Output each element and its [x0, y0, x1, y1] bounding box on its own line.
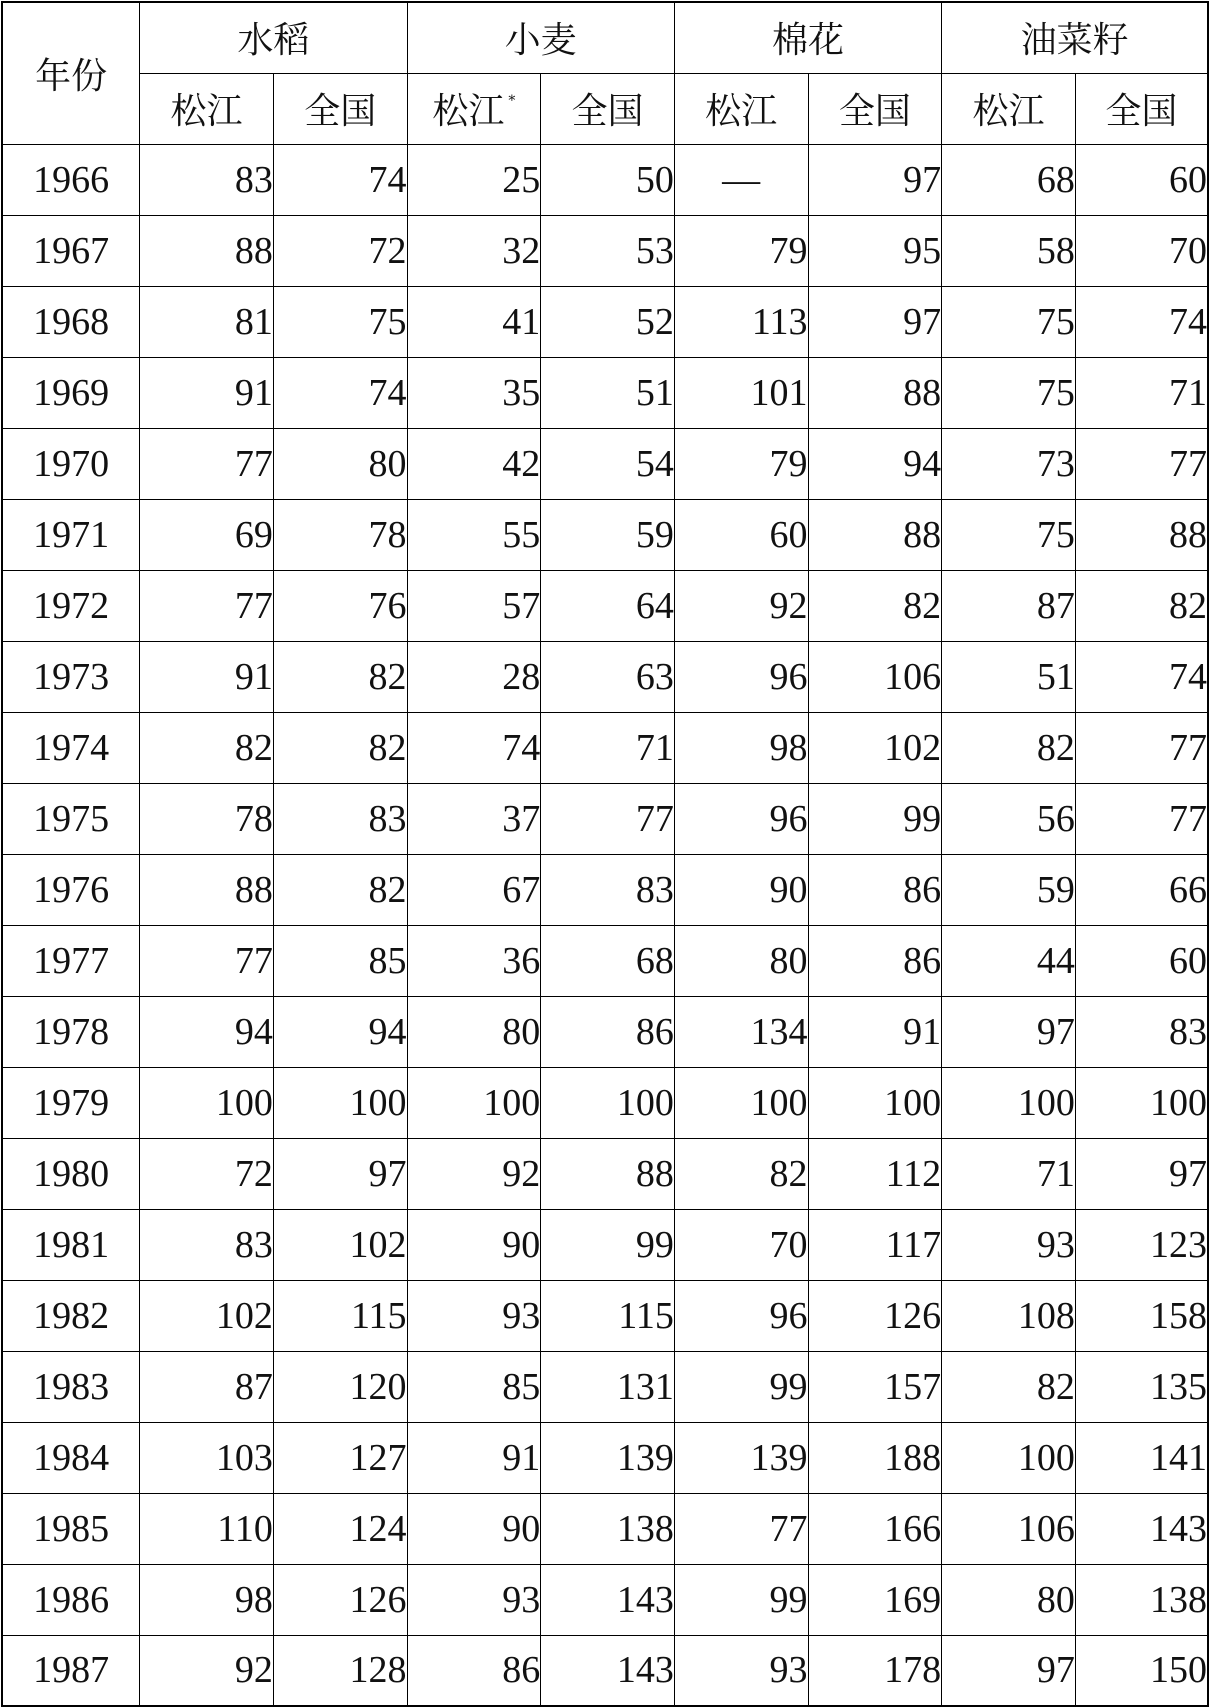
value-cell: 90 — [407, 1209, 541, 1280]
value-cell: 97 — [808, 286, 942, 357]
value-cell: 99 — [541, 1209, 675, 1280]
table-row — [2, 499, 1208, 570]
value-cell: 67 — [407, 854, 541, 925]
value-cell: 112 — [808, 1138, 942, 1209]
year-cell: 1968 — [2, 286, 140, 357]
value-cell: 74 — [1075, 286, 1208, 357]
value-cell: 87 — [140, 1351, 274, 1422]
table-row — [2, 1280, 1208, 1351]
value-cell: 88 — [140, 854, 274, 925]
year-cell: 1979 — [2, 1067, 140, 1138]
value-cell: 127 — [273, 1422, 407, 1493]
value-cell: 88 — [1075, 499, 1208, 570]
value-cell: 54 — [541, 428, 675, 499]
value-cell: 110 — [140, 1493, 274, 1564]
value-cell: 82 — [140, 712, 274, 783]
value-cell: 95 — [808, 215, 942, 286]
value-cell: 82 — [273, 712, 407, 783]
value-cell: 106 — [942, 1493, 1076, 1564]
value-cell: 36 — [407, 925, 541, 996]
value-cell: 97 — [1075, 1138, 1208, 1209]
value-cell: 100 — [541, 1067, 675, 1138]
value-cell: 77 — [541, 783, 675, 854]
value-cell: 78 — [140, 783, 274, 854]
value-cell: 32 — [407, 215, 541, 286]
value-cell: 35 — [407, 357, 541, 428]
value-cell: 82 — [942, 712, 1076, 783]
value-cell: 166 — [808, 1493, 942, 1564]
value-cell: 92 — [407, 1138, 541, 1209]
value-cell: 96 — [674, 1280, 808, 1351]
subheader-label: 松江 — [432, 91, 505, 132]
crop-index-table — [1, 1, 1209, 1707]
value-cell: 100 — [1075, 1067, 1208, 1138]
value-cell: 120 — [273, 1351, 407, 1422]
value-cell: 77 — [1075, 428, 1208, 499]
value-cell: 86 — [407, 1635, 541, 1706]
value-cell: 86 — [541, 996, 675, 1067]
value-cell: 74 — [273, 144, 407, 215]
table-row — [2, 286, 1208, 357]
table-row — [2, 925, 1208, 996]
value-cell: 60 — [1075, 144, 1208, 215]
value-cell: 76 — [273, 570, 407, 641]
value-cell: 91 — [407, 1422, 541, 1493]
subheader-songjiang: 松江 — [140, 73, 274, 144]
value-cell: 90 — [674, 854, 808, 925]
value-cell: 92 — [674, 570, 808, 641]
value-cell: 94 — [808, 428, 942, 499]
value-cell: 83 — [1075, 996, 1208, 1067]
value-cell: 77 — [674, 1493, 808, 1564]
value-cell: 126 — [808, 1280, 942, 1351]
value-cell: 85 — [273, 925, 407, 996]
value-cell: 60 — [674, 499, 808, 570]
table-row — [2, 1493, 1208, 1564]
value-cell: 88 — [140, 215, 274, 286]
year-cell: 1983 — [2, 1351, 140, 1422]
value-cell: 68 — [541, 925, 675, 996]
value-cell: 80 — [674, 925, 808, 996]
value-cell: 139 — [674, 1422, 808, 1493]
value-cell: 98 — [674, 712, 808, 783]
value-cell: 102 — [808, 712, 942, 783]
value-cell: 74 — [273, 357, 407, 428]
value-cell: 150 — [1075, 1635, 1208, 1706]
value-cell: 100 — [942, 1422, 1076, 1493]
table-row — [2, 1067, 1208, 1138]
value-cell: 158 — [1075, 1280, 1208, 1351]
value-cell: 80 — [273, 428, 407, 499]
value-cell: 72 — [273, 215, 407, 286]
value-cell: 143 — [541, 1635, 675, 1706]
subheader-national: 全国 — [541, 73, 675, 144]
value-cell: 88 — [808, 357, 942, 428]
year-cell: 1972 — [2, 570, 140, 641]
value-cell: 124 — [273, 1493, 407, 1564]
value-cell: 94 — [140, 996, 274, 1067]
value-cell: 55 — [407, 499, 541, 570]
table-row — [2, 1564, 1208, 1635]
subheader-national: 全国 — [808, 73, 942, 144]
value-cell: 57 — [407, 570, 541, 641]
value-cell: 93 — [407, 1280, 541, 1351]
table-row — [2, 1635, 1208, 1706]
value-cell: 71 — [1075, 357, 1208, 428]
table-row — [2, 1209, 1208, 1280]
year-cell: 1973 — [2, 641, 140, 712]
subheader-songjiang: 松江 — [942, 73, 1076, 144]
year-cell: 1982 — [2, 1280, 140, 1351]
year-cell: 1987 — [2, 1635, 140, 1706]
value-cell: 82 — [273, 854, 407, 925]
value-cell: 93 — [942, 1209, 1076, 1280]
value-cell: 81 — [140, 286, 274, 357]
year-cell: 1984 — [2, 1422, 140, 1493]
year-cell: 1967 — [2, 215, 140, 286]
value-cell: 52 — [541, 286, 675, 357]
value-cell: 134 — [674, 996, 808, 1067]
value-cell: 91 — [140, 641, 274, 712]
table-row — [2, 144, 1208, 215]
year-cell: 1978 — [2, 996, 140, 1067]
value-cell: 50 — [541, 144, 675, 215]
value-cell: 99 — [674, 1351, 808, 1422]
value-cell: 59 — [541, 499, 675, 570]
value-cell: 85 — [407, 1351, 541, 1422]
value-cell: 83 — [541, 854, 675, 925]
value-cell: 74 — [407, 712, 541, 783]
value-cell: 115 — [273, 1280, 407, 1351]
value-cell: 41 — [407, 286, 541, 357]
header-row-groups — [2, 2, 1208, 73]
group-header-rice: 水稻 — [140, 2, 407, 73]
value-cell: 86 — [808, 925, 942, 996]
value-cell: 103 — [140, 1422, 274, 1493]
year-cell: 1971 — [2, 499, 140, 570]
subheader-national: 全国 — [273, 73, 407, 144]
value-cell: 106 — [808, 641, 942, 712]
value-cell: 88 — [808, 499, 942, 570]
value-cell: 90 — [407, 1493, 541, 1564]
table-row — [2, 996, 1208, 1067]
value-cell: 77 — [140, 925, 274, 996]
value-cell: 51 — [942, 641, 1076, 712]
value-cell: 75 — [273, 286, 407, 357]
table-body — [2, 144, 1208, 1706]
value-cell: 143 — [541, 1564, 675, 1635]
value-cell: 131 — [541, 1351, 675, 1422]
value-cell: 56 — [942, 783, 1076, 854]
table-row — [2, 1138, 1208, 1209]
table-row — [2, 357, 1208, 428]
value-cell: 92 — [140, 1635, 274, 1706]
year-column-header: 年份 — [2, 2, 140, 144]
year-cell: 1980 — [2, 1138, 140, 1209]
group-header-rapeseed: 油菜籽 — [942, 2, 1208, 73]
value-cell: 97 — [942, 1635, 1076, 1706]
year-cell: 1976 — [2, 854, 140, 925]
value-cell: 93 — [407, 1564, 541, 1635]
value-cell: 96 — [674, 783, 808, 854]
value-cell: 88 — [541, 1138, 675, 1209]
value-cell: 126 — [273, 1564, 407, 1635]
subheader-songjiang-footnoted — [407, 73, 541, 144]
group-header-wheat: 小麦 — [407, 2, 674, 73]
table-row — [2, 854, 1208, 925]
value-cell: 51 — [541, 357, 675, 428]
value-cell: 80 — [942, 1564, 1076, 1635]
value-cell: 77 — [140, 428, 274, 499]
value-cell: 135 — [1075, 1351, 1208, 1422]
footnote-mark: * — [508, 93, 516, 109]
value-cell: 63 — [541, 641, 675, 712]
value-cell: 138 — [1075, 1564, 1208, 1635]
value-cell: 71 — [942, 1138, 1076, 1209]
value-cell: 59 — [942, 854, 1076, 925]
value-cell: 42 — [407, 428, 541, 499]
value-cell: 58 — [942, 215, 1076, 286]
value-cell: 77 — [140, 570, 274, 641]
value-cell: 123 — [1075, 1209, 1208, 1280]
value-cell: 80 — [407, 996, 541, 1067]
value-cell: 77 — [1075, 783, 1208, 854]
value-cell: 178 — [808, 1635, 942, 1706]
value-cell: 25 — [407, 144, 541, 215]
value-cell: 83 — [273, 783, 407, 854]
value-cell: 117 — [808, 1209, 942, 1280]
value-cell: 28 — [407, 641, 541, 712]
value-cell: 102 — [140, 1280, 274, 1351]
value-cell: 64 — [541, 570, 675, 641]
value-cell: 82 — [808, 570, 942, 641]
subheader-songjiang: 松江 — [674, 73, 808, 144]
value-cell: 44 — [942, 925, 1076, 996]
year-cell: 1981 — [2, 1209, 140, 1280]
year-cell: 1970 — [2, 428, 140, 499]
value-cell: 97 — [942, 996, 1076, 1067]
group-header-cotton: 棉花 — [674, 2, 941, 73]
value-cell: 82 — [273, 641, 407, 712]
table-row — [2, 712, 1208, 783]
value-cell: 98 — [140, 1564, 274, 1635]
value-cell: 70 — [1075, 215, 1208, 286]
year-cell: 1985 — [2, 1493, 140, 1564]
value-cell: 100 — [273, 1067, 407, 1138]
value-cell: 75 — [942, 286, 1076, 357]
value-cell: 100 — [407, 1067, 541, 1138]
table-row — [2, 1422, 1208, 1493]
table-row — [2, 783, 1208, 854]
header-row-regions — [2, 73, 1208, 144]
value-cell: 100 — [808, 1067, 942, 1138]
value-cell: 100 — [942, 1067, 1076, 1138]
value-cell: 108 — [942, 1280, 1076, 1351]
value-cell: 100 — [674, 1067, 808, 1138]
value-cell: 82 — [942, 1351, 1076, 1422]
value-cell: 79 — [674, 215, 808, 286]
value-cell: 96 — [674, 641, 808, 712]
value-cell: 99 — [674, 1564, 808, 1635]
value-cell: 83 — [140, 144, 274, 215]
value-cell: 102 — [273, 1209, 407, 1280]
value-cell: 139 — [541, 1422, 675, 1493]
value-cell: 143 — [1075, 1493, 1208, 1564]
value-cell: 99 — [808, 783, 942, 854]
table-row — [2, 570, 1208, 641]
year-cell: 1977 — [2, 925, 140, 996]
value-cell: 68 — [942, 144, 1076, 215]
value-cell: 78 — [273, 499, 407, 570]
value-cell: 53 — [541, 215, 675, 286]
value-cell: 101 — [674, 357, 808, 428]
table-row — [2, 1351, 1208, 1422]
table-row — [2, 215, 1208, 286]
value-cell: 82 — [674, 1138, 808, 1209]
value-cell: 66 — [1075, 854, 1208, 925]
value-cell: 60 — [1075, 925, 1208, 996]
value-cell: 169 — [808, 1564, 942, 1635]
year-cell: 1986 — [2, 1564, 140, 1635]
value-cell: 91 — [140, 357, 274, 428]
value-cell: 91 — [808, 996, 942, 1067]
table-row — [2, 641, 1208, 712]
value-cell: 141 — [1075, 1422, 1208, 1493]
value-cell: 115 — [541, 1280, 675, 1351]
value-cell: 77 — [1075, 712, 1208, 783]
year-cell: 1974 — [2, 712, 140, 783]
value-cell: 113 — [674, 286, 808, 357]
value-cell: 157 — [808, 1351, 942, 1422]
value-cell: 71 — [541, 712, 675, 783]
value-cell: 128 — [273, 1635, 407, 1706]
value-cell: 94 — [273, 996, 407, 1067]
year-cell: 1975 — [2, 783, 140, 854]
value-cell: 97 — [273, 1138, 407, 1209]
table-row — [2, 428, 1208, 499]
subheader-national: 全国 — [1075, 73, 1208, 144]
value-cell: 82 — [1075, 570, 1208, 641]
value-cell: 73 — [942, 428, 1076, 499]
value-cell: 86 — [808, 854, 942, 925]
value-cell: 37 — [407, 783, 541, 854]
value-cell: 138 — [541, 1493, 675, 1564]
value-cell: 70 — [674, 1209, 808, 1280]
value-cell: 74 — [1075, 641, 1208, 712]
value-cell: 75 — [942, 499, 1076, 570]
value-cell: 79 — [674, 428, 808, 499]
value-cell: 72 — [140, 1138, 274, 1209]
value-cell: 75 — [942, 357, 1076, 428]
value-cell: 100 — [140, 1067, 274, 1138]
value-cell: 87 — [942, 570, 1076, 641]
value-cell: 188 — [808, 1422, 942, 1493]
year-cell: 1969 — [2, 357, 140, 428]
value-cell: 93 — [674, 1635, 808, 1706]
value-cell: 83 — [140, 1209, 274, 1280]
table-header — [2, 2, 1208, 144]
value-cell: 69 — [140, 499, 274, 570]
year-cell: 1966 — [2, 144, 140, 215]
value-cell: — — [674, 144, 808, 215]
value-cell: 97 — [808, 144, 942, 215]
